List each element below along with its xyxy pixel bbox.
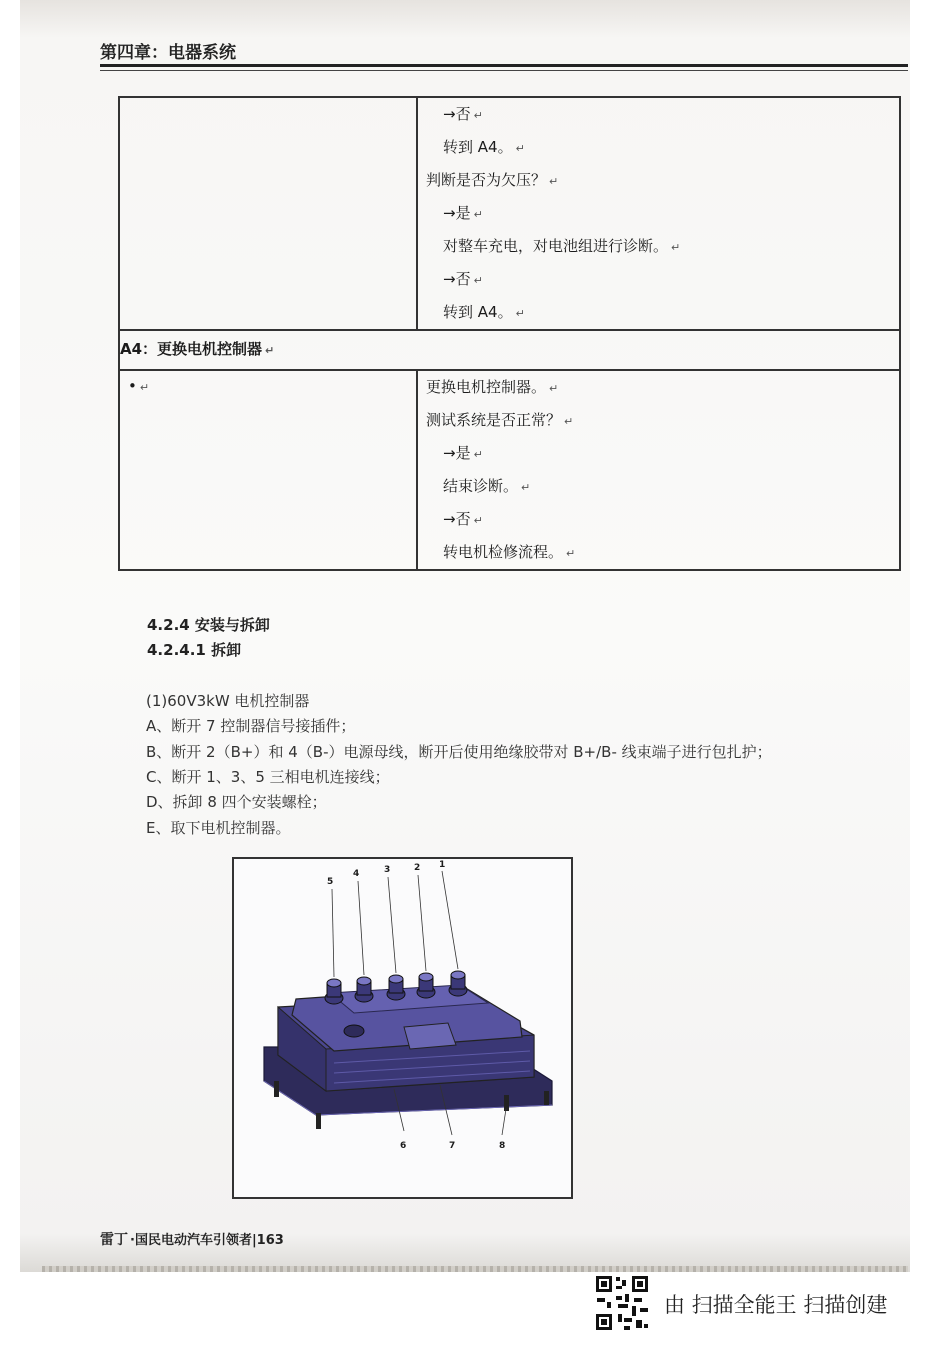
- table-row: [119, 97, 900, 330]
- section-label-cell: [119, 330, 900, 370]
- header-rule-thin: [100, 70, 908, 71]
- step-text: →否: [443, 105, 471, 123]
- return-mark: ↵: [549, 382, 559, 395]
- step-text: 转电机检修流程。: [443, 543, 564, 561]
- return-mark: ↵: [473, 448, 483, 461]
- return-mark: ↵: [521, 481, 531, 494]
- step-line: [418, 164, 899, 197]
- step-line: [418, 536, 899, 569]
- step-text: 转到 A4。: [443, 303, 513, 321]
- brand-logo: 雷丁: [100, 1232, 128, 1248]
- return-mark: ↵: [549, 175, 559, 188]
- return-mark: ↵: [139, 381, 150, 394]
- return-mark: ↵: [515, 142, 525, 155]
- step-text: 对整车充电，对电池组进行诊断。: [443, 237, 669, 255]
- callout-label: 3: [384, 865, 391, 875]
- return-mark: ↵: [515, 307, 525, 320]
- step-line: [418, 131, 899, 164]
- callout-label: 6: [400, 1141, 407, 1151]
- qr-code: [594, 1274, 650, 1332]
- paragraph-line: D、拆卸 8 四个安装螺栓；: [146, 793, 327, 811]
- return-mark: ↵: [473, 514, 483, 527]
- step-text: →否: [443, 510, 471, 528]
- diagnosis-table: [118, 96, 901, 571]
- callout-label: 4: [353, 869, 360, 879]
- step-line: [418, 197, 899, 230]
- return-mark: ↵: [265, 344, 275, 357]
- step-line: [418, 98, 899, 131]
- callout-label: 1: [439, 860, 446, 870]
- return-mark: ↵: [566, 547, 576, 560]
- step-text: 测试系统是否正常？: [426, 411, 562, 429]
- section-label: A4：更换电机控制器: [120, 340, 263, 358]
- step-line: [418, 503, 899, 536]
- step-line: [418, 437, 899, 470]
- scan-watermark-text: 由 扫描全能王 扫描创建: [664, 1293, 888, 1317]
- section-heading: 4.2.4 安装与拆卸: [147, 616, 270, 634]
- table-row: [119, 370, 900, 570]
- step-text: →是: [443, 204, 471, 222]
- step-text: 转到 A4。: [443, 138, 513, 156]
- step-line: [418, 371, 899, 404]
- paragraph-line: A、断开 7 控制器信号接插件；: [146, 717, 356, 735]
- page-footer: [100, 1229, 284, 1249]
- step-text: →是: [443, 444, 471, 462]
- step-text: 更换电机控制器。: [426, 378, 547, 396]
- return-mark: ↵: [671, 241, 681, 254]
- step-text: 判断是否为欠压？: [426, 171, 547, 189]
- callout-label: 8: [499, 1141, 506, 1151]
- return-mark: ↵: [473, 274, 483, 287]
- table-row-section: [119, 330, 900, 370]
- paragraph-line: E、取下电机控制器。: [146, 819, 291, 837]
- table-cell-empty: [119, 97, 417, 330]
- return-mark: ↵: [473, 109, 483, 122]
- return-mark: ↵: [564, 415, 574, 428]
- step-text: 结束诊断。: [443, 477, 519, 495]
- callout-label: 5: [327, 877, 334, 887]
- return-mark: ↵: [473, 208, 483, 221]
- step-line: [418, 230, 899, 263]
- callout-label: 2: [414, 863, 421, 873]
- step-line: [418, 263, 899, 296]
- callout-label: 7: [449, 1141, 456, 1151]
- table-cell-bullet: [119, 370, 417, 570]
- bullet-mark: •: [128, 377, 137, 395]
- table-cell-steps: [417, 97, 900, 330]
- page-edge-shadow: [42, 1266, 908, 1272]
- step-line: [418, 296, 899, 329]
- table-cell-steps: [417, 370, 900, 570]
- step-text: →否: [443, 270, 471, 288]
- subsection-heading: 4.2.4.1 拆卸: [147, 641, 242, 659]
- paragraph-line: (1)60V3kW 电机控制器: [146, 692, 310, 710]
- paragraph-line: C、断开 1、3、5 三相电机连接线；: [146, 768, 390, 786]
- step-line: [418, 404, 899, 437]
- chapter-title: 第四章：电器系统: [100, 43, 236, 63]
- footer-text: ·国民电动汽车引领者|163: [130, 1233, 284, 1248]
- motor-controller-figure: [232, 857, 573, 1199]
- header-rule: [100, 64, 908, 67]
- paragraph-line: B、断开 2（B+）和 4（B-）电源母线，断开后使用绝缘胶带对 B+/B- 线束端子进行包扎护；: [146, 743, 772, 761]
- step-line: [418, 470, 899, 503]
